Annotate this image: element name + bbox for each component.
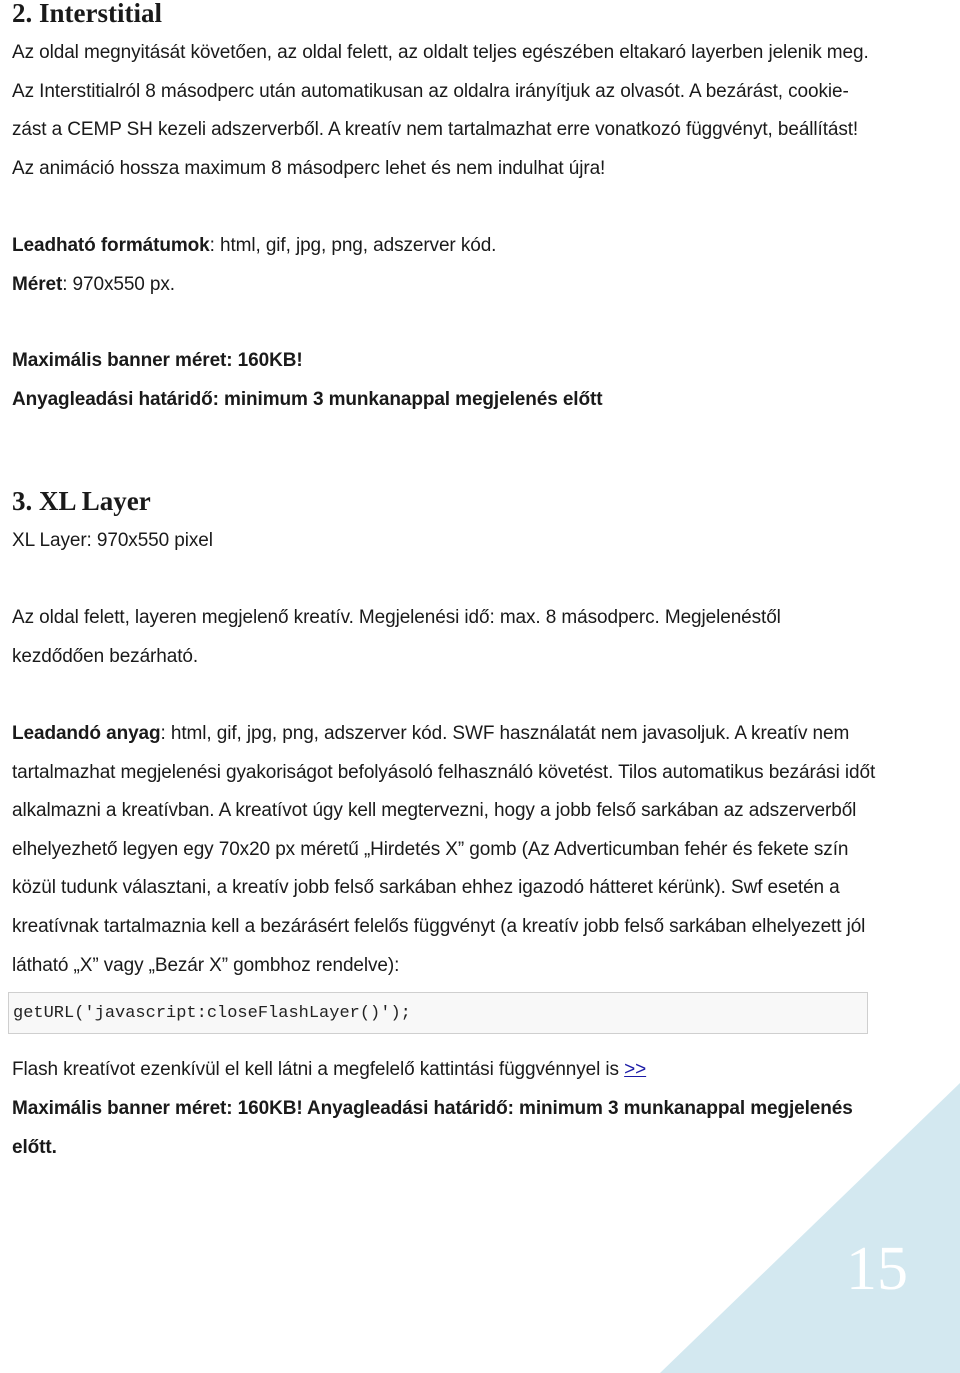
formats-value: : html, gif, jpg, png, adszerver kód. <box>209 235 497 256</box>
interstitial-max-size: Maximális banner méret: 160KB! <box>12 350 303 371</box>
interstitial-intro: Az oldal megnyitását követően, az oldal felett, az oldalt teljes egészében eltakaró layerben jelenik meg. Az Interstitialról 8 másodperc után automatikusan az oldalra irányítjuk az olvasót. A bezárást, cookie-zást a CEMP SH kezeli adszerverből. A kreatív nem tartalmazhat erre vonatkozó függvényt, beállítást! Az animáció hossza maximum 8 másodperc lehet és nem indulhat újra! <box>12 42 869 179</box>
page-number: 15 <box>846 1235 908 1303</box>
size-value: : 970x550 px. <box>62 274 175 295</box>
interstitial-size <box>12 266 175 305</box>
formats-label: Leadható formátumok <box>12 235 210 256</box>
flash-note <box>12 1051 646 1090</box>
code-snippet: getURL('javascript:closeFlashLayer()'); <box>8 992 868 1034</box>
xl-layer-description: Az oldal felett, layeren megjelenő kreatív. Megjelenési idő: max. 8 másodperc. Megjelenéstől kezdődően bezárható. <box>12 607 781 667</box>
xl-layer-final-note: Maximális banner méret: 160KB! Anyagleadási határidő: minimum 3 munkanappal megjelenés előtt. <box>12 1098 853 1158</box>
xl-layer-size: XL Layer: 970x550 pixel <box>12 530 213 551</box>
material-text: : html, gif, jpg, png, adszerver kód. SWF használatát nem javasoljuk. A kreatív nem tartalmazhat megjelenési gyakoriságot befolyásoló felhasználó követést. Tilos automatikus bezárási időt alkalmazni a kreatívban. A kreatívot úgy kell megtervezni, hogy a jobb felső sarkában az adszerverből elhelyezhető legyen egy 70x20 px méretű „Hirdetés X” gomb (Az Adverticumban fehér és fekete szín közül tudunk választani, a kreatív jobb felső sarkában ehhez igazodó hátteret kérünk). Swf esetén a kreatívnak tartalmaznia kell a bezárásért felelős függvényt (a kreatív jobb felső sarkában elhelyezett jól látható „X” vagy „Bezár X” gombhoz rendelve): <box>12 723 876 976</box>
flash-note-text: Flash kreatívot ezenkívül el kell látni a megfelelő kattintási függvénnyel is <box>12 1059 625 1080</box>
xl-layer-material <box>12 715 882 985</box>
flash-details-link[interactable]: >> <box>624 1059 647 1080</box>
material-label: Leadandó anyag <box>12 723 161 744</box>
size-label: Méret <box>12 274 63 295</box>
section-title-interstitial: 2. Interstitial <box>12 0 162 28</box>
interstitial-deadline: Anyagleadási határidő: minimum 3 munkanappal megjelenés előtt <box>12 389 603 410</box>
interstitial-formats <box>12 227 496 266</box>
section-title-xl-layer: 3. XL Layer <box>12 486 151 516</box>
